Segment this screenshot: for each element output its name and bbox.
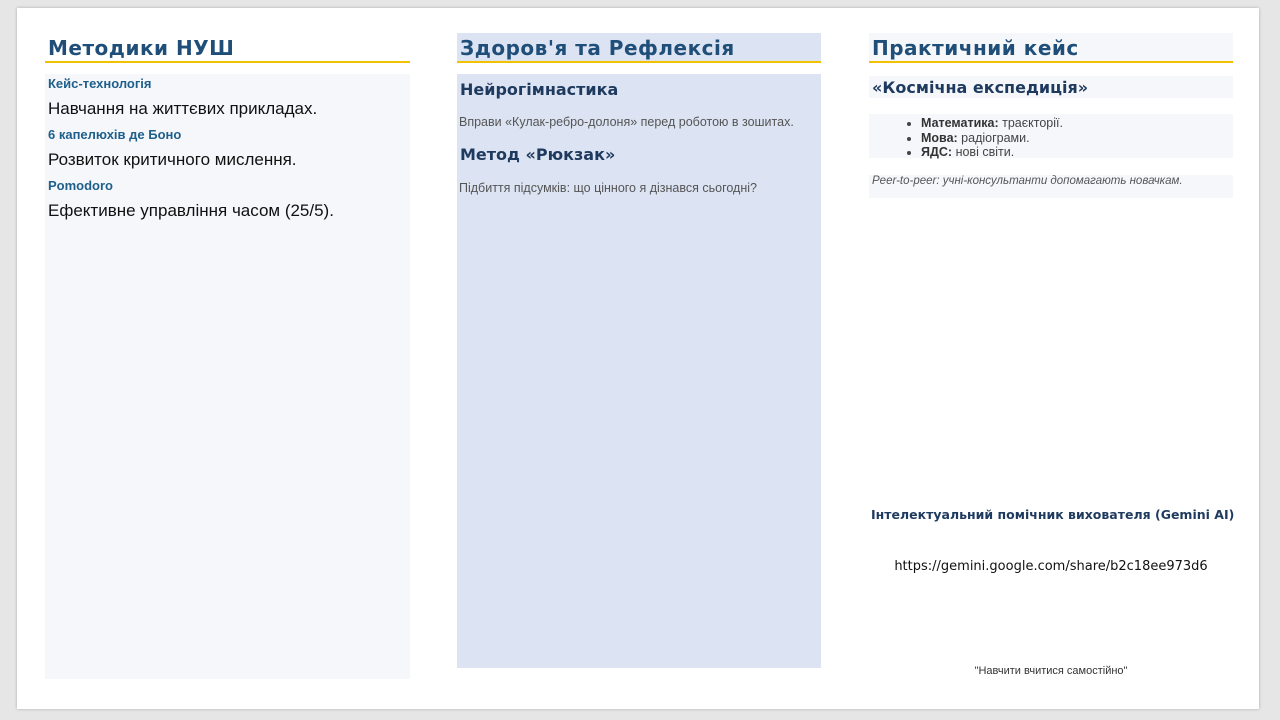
bullet-item: • Мова: радіограми. [921,131,1233,146]
backpack-text: Підбиття підсумків: що цінного я дізнався сьогодні? [459,181,757,195]
six-hats-heading: 6 капелюхів де Боно [48,127,182,142]
pomodoro-text: Ефективне управління часом (25/5). [48,201,334,220]
case-bullets-box [869,114,1233,158]
case-tech-text: Навчання на життєвих прикладах. [48,99,318,118]
slide [17,8,1259,709]
six-hats-text: Розвиток критичного мислення. [48,150,297,169]
pomodoro-heading: Pomodoro [48,178,113,193]
methods-panel [45,74,410,679]
case-title: «Космічна експедиція» [872,78,1089,97]
assistant-label: Інтелектуальний помічник вихователя (Gemini AI) [871,507,1235,522]
health-panel [457,74,821,668]
health-title: Здоров'я та Рефлексія [457,33,821,63]
bullet-item: • ЯДС: нові світи. [921,145,1233,160]
neurogym-heading: Нейрогімнастика [460,80,619,99]
bullet-item: • Математика: траєкторії. [921,116,1233,131]
peer-box [869,175,1233,198]
case-title-box [869,76,1233,98]
quote-text: "Навчити вчитися самостійно" [974,665,1128,677]
gemini-link[interactable]: https://gemini.google.com/share/b2c18ee973d6 [894,559,1208,574]
peer-text: Peer-to-peer: учні-консультанти допомагають новачкам. [872,175,1183,187]
neurogym-text: Вправи «Кулак-ребро-долоня» перед роботою в зошитах. [459,115,794,129]
case-tech-heading: Кейс-технологія [48,76,152,91]
practical-title: Практичний кейс [869,33,1233,63]
case-bullets [869,116,1233,160]
methods-title: Методики НУШ [45,33,410,63]
backpack-heading: Метод «Рюкзак» [460,145,616,164]
